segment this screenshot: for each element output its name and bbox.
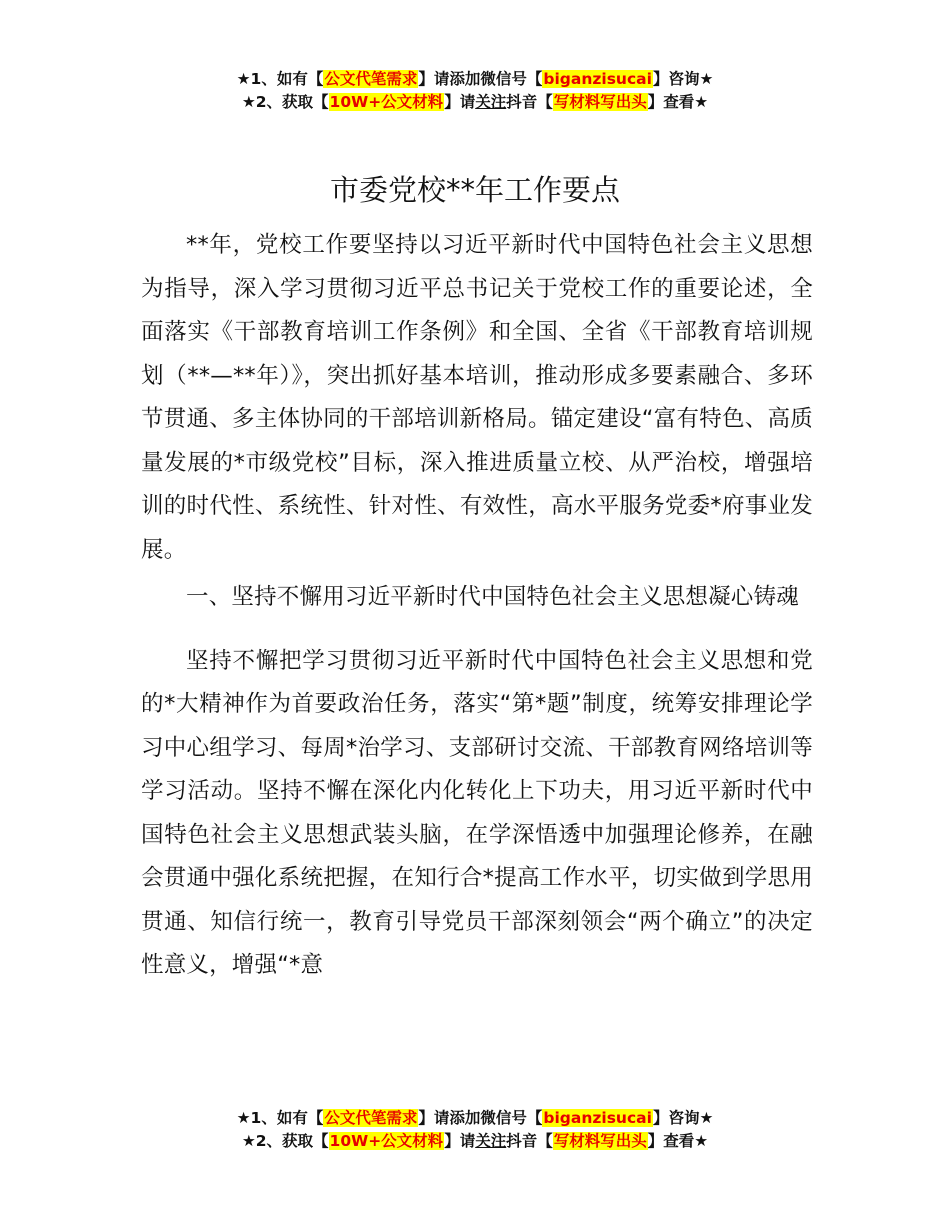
promo-highlight: 公文代笔需求 [324, 1109, 418, 1127]
promo-text: ★2、获取【 [241, 93, 329, 111]
promo-banner-top [0, 68, 950, 114]
promo-text: 】请 [444, 1132, 476, 1150]
promo-text: 抖音【 [506, 1132, 553, 1150]
promo-text: ★1、如有【 [236, 70, 324, 88]
promo-text: 】查看★ [647, 93, 709, 111]
promo-highlight: biganzisucai [543, 70, 652, 88]
promo-highlight: 公文代笔需求 [324, 70, 418, 88]
promo-highlight: 写材料写出头 [553, 93, 647, 111]
promo-text: ★2、获取【 [241, 1132, 329, 1150]
document-title: 市委党校**年工作要点 [329, 173, 620, 207]
promo-underline: 关注 [475, 1132, 507, 1150]
section-heading: 一、坚持不懈用习近平新时代中国特色社会主义思想凝心铸魂 [186, 584, 799, 610]
promo-line-1 [0, 68, 950, 91]
intro-paragraph: **年，党校工作要坚持以习近平新时代中国特色社会主义思想为指导，深入学习贯彻习近平总书记关于党校工作的重要论述，全面落实《干部教育培训工作条例》和全国、全省《干部教育培训规划（**—**年）》，突出抓好基本培训，推动形成多要素融合、多环节贯通、多主体协同的干部培训新格局。锚定建设“富有特色、高质量发展的*市级党校”目标，深入推进质量立校、从严治校，增强培训的时代性、系统性、针对性、有效性，高水平服务党委*府事业发展。 [141, 232, 813, 563]
promo-line-2 [0, 1130, 950, 1153]
promo-text: 】请 [444, 93, 476, 111]
promo-highlight: 10W+公文材料 [329, 93, 444, 111]
promo-highlight: 写材料写出头 [553, 1132, 647, 1150]
promo-line-1 [0, 1107, 950, 1130]
promo-line-2 [0, 91, 950, 114]
promo-text: 】请添加微信号【 [418, 1109, 543, 1127]
promo-text: 】查看★ [647, 1132, 709, 1150]
promo-text: 】咨询★ [652, 70, 714, 88]
promo-highlight: 10W+公文材料 [329, 1132, 444, 1150]
promo-underline: 关注 [475, 93, 507, 111]
promo-text: 】咨询★ [652, 1109, 714, 1127]
promo-text: ★1、如有【 [236, 1109, 324, 1127]
promo-text: 抖音【 [506, 93, 553, 111]
promo-highlight: biganzisucai [543, 1109, 652, 1127]
section-paragraph: 坚持不懈把学习贯彻习近平新时代中国特色社会主义思想和党的*大精神作为首要政治任务，落实“第*题”制度，统筹安排理论学习中心组学习、每周*治学习、支部研讨交流、干部教育网络培训等学习活动。坚持不懈在深化内化转化上下功夫，用习近平新时代中国特色社会主义思想武装头脑，在学深悟透中加强理论修养，在融会贯通中强化系统把握，在知行合*提高工作水平，切实做到学思用贯通、知信行统一，教育引导党员干部深刻领会“两个确立”的决定性意义，增强“*意 [141, 647, 813, 978]
document-body [141, 224, 813, 988]
promo-text: 】请添加微信号【 [418, 70, 543, 88]
promo-banner-bottom [0, 1107, 950, 1153]
